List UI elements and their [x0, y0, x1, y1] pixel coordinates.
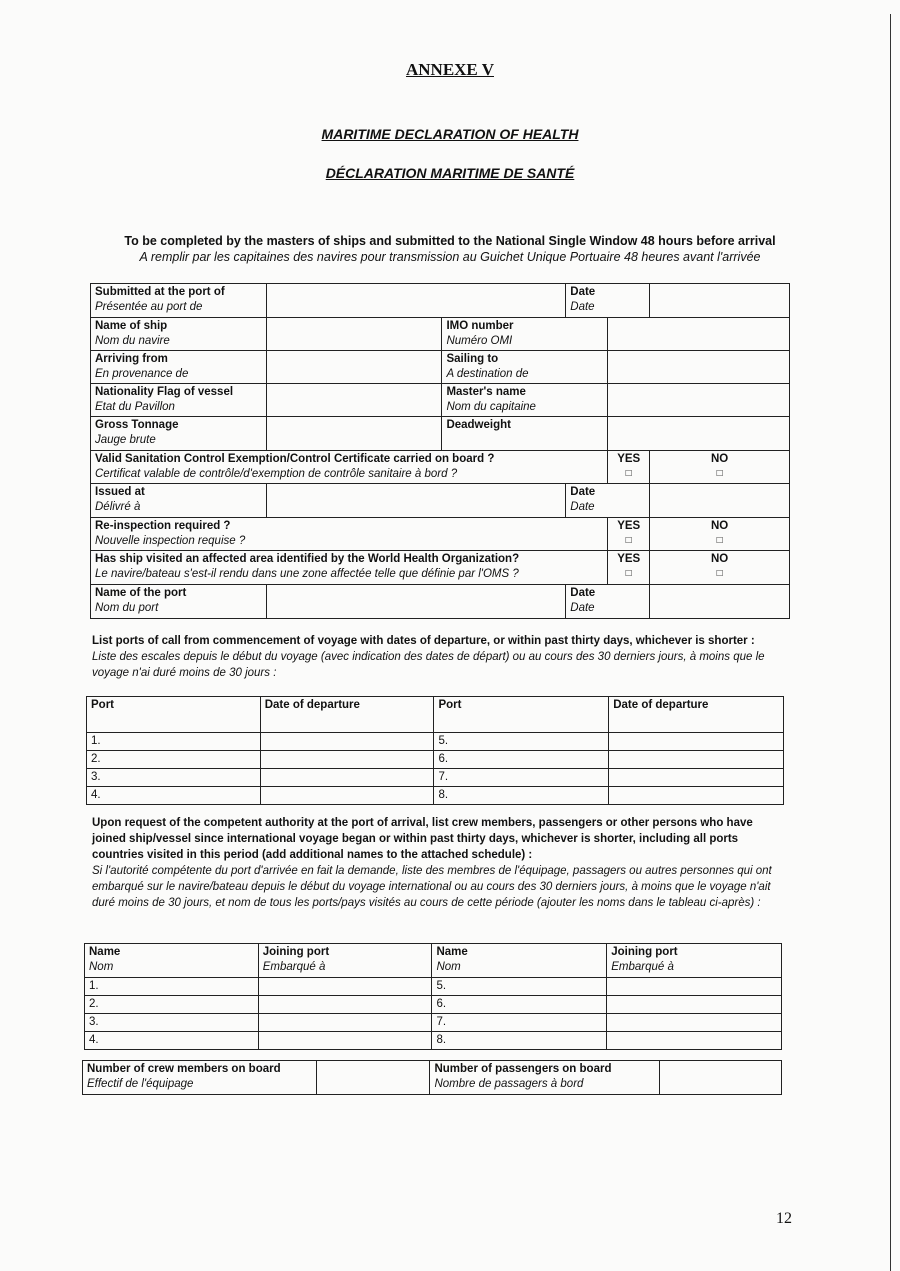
table-row: 2. 6.: [85, 996, 782, 1014]
table-row: 1. 5.: [87, 733, 784, 751]
crew-instructions: Upon request of the competent authority at the port of arrival, list crew members, passengers or other persons who have joined ship/vessel since international voyage began or within past thirty days, whichever is shorter, including all ports countries visited in this period (add additional names to the attached schedule) : Si l'autorité compétente du port d'arrivée en fait la demande, liste des membres de l'équipage, passagers ou autres personnes qui ont embarqué sur le navire/bateau depuis le début du voyage international ou au cours des 30 derniers jours, à moins que le voyage n'ait duré moins de 30 jours, et nom de tous les ports/pays visités au cours de cette période (ajouter les noms dans le tableau ci-après) :: [92, 817, 772, 909]
imo-number-field[interactable]: [608, 318, 790, 351]
instruction-fr: A remplir par les capitaines des navires pour transmission au Guichet Unique Portuaire 48 heures avant l'arrivée: [139, 250, 761, 264]
title-fr: DÉCLARATION MARITIME DE SANTÉ: [325, 165, 575, 181]
ports-header-row: Port Date of departure Port Date of departure: [87, 697, 784, 733]
declaration-table: [90, 283, 790, 619]
submitted-port-field[interactable]: [266, 284, 566, 318]
title-en: MARITIME DECLARATION OF HEALTH: [321, 126, 579, 142]
row-submitted-port: Submitted at the port of Présentée au port de Date Date: [91, 284, 790, 318]
sanitation-no-checkbox[interactable]: □: [716, 468, 723, 479]
affected-no-checkbox[interactable]: □: [716, 568, 723, 579]
affected-yes-checkbox[interactable]: □: [625, 568, 632, 579]
ship-name-field[interactable]: [266, 318, 442, 351]
table-row: 3. 7.: [87, 769, 784, 787]
crew-count-field[interactable]: [316, 1061, 430, 1095]
annex-heading: ANNEXE V: [405, 60, 494, 79]
instructions: [0, 233, 900, 265]
row-arriving-from: Arriving from En provenance de Sailing to A destination de: [91, 351, 790, 384]
crew-header-row: Name Nom Joining port Embarqué à Name Nom Joining port Embarqué à: [85, 944, 782, 978]
reinspection-no-checkbox[interactable]: □: [716, 535, 723, 546]
deadweight-field[interactable]: [608, 417, 790, 451]
page-number: 12: [776, 1210, 792, 1227]
submitted-date-field[interactable]: [650, 284, 790, 318]
port-name-field[interactable]: [266, 585, 566, 619]
row-affected-area: Has ship visited an affected area identified by the World Health Organization? Le navire/bateau s'est-il rendu dans une zone affectée telle que définie par l'OMS ? YES □ NO □: [91, 551, 790, 585]
sailing-to-field[interactable]: [608, 351, 790, 384]
reinspection-yes-checkbox[interactable]: □: [625, 535, 632, 546]
ports-table: [86, 696, 784, 805]
counts-table: [82, 1060, 782, 1095]
row-port-name: Name of the port Nom du port Date Date: [91, 585, 790, 619]
row-ship-name: Name of ship Nom du navire IMO number Numéro OMI: [91, 318, 790, 351]
arriving-from-field[interactable]: [266, 351, 442, 384]
gross-tonnage-field[interactable]: [266, 417, 442, 451]
table-row: 4. 8.: [87, 787, 784, 805]
flag-field[interactable]: [266, 384, 442, 417]
port-date-field[interactable]: [650, 585, 790, 619]
passenger-count-field[interactable]: [660, 1061, 782, 1095]
table-row: 2. 6.: [87, 751, 784, 769]
row-tonnage: Gross Tonnage Jauge brute Deadweight: [91, 417, 790, 451]
row-reinspection: Re-inspection required ? Nouvelle inspection requise ? YES □ NO □: [91, 518, 790, 551]
issued-date-field[interactable]: [650, 484, 790, 518]
table-row: 3. 7.: [85, 1014, 782, 1032]
row-issued-at: Issued at Délivré à Date Date: [91, 484, 790, 518]
row-sanitation: Valid Sanitation Control Exemption/Control Certificate carried on board ? Certificat valable de contrôle/d'exemption de contrôle sanitaire à bord ? YES □ NO □: [91, 451, 790, 484]
sanitation-yes-checkbox[interactable]: □: [625, 468, 632, 479]
page-edge-line: [890, 14, 891, 1271]
table-row: 1. 5.: [85, 978, 782, 996]
counts-row: Number of crew members on board Effectif de l'équipage Number of passengers on board Nombre de passagers à bord: [83, 1061, 782, 1095]
table-row: 4. 8.: [85, 1032, 782, 1050]
row-flag: Nationality Flag of vessel Etat du Pavillon Master's name Nom du capitaine: [91, 384, 790, 417]
master-name-field[interactable]: [608, 384, 790, 417]
instruction-en: To be completed by the masters of ships and submitted to the National Single Window 48 hours before arrival: [124, 234, 776, 248]
issued-at-field[interactable]: [266, 484, 566, 518]
crew-table: [84, 943, 782, 1050]
ports-instructions: List ports of call from commencement of voyage with dates of departure, or within past thirty days, whichever is shorter : Liste des escales depuis le début du voyage (avec indication des dates de départ) ou au cours des 30 derniers jours, à moins que le voyage n'ai duré moins de 30 jours :: [92, 635, 765, 679]
